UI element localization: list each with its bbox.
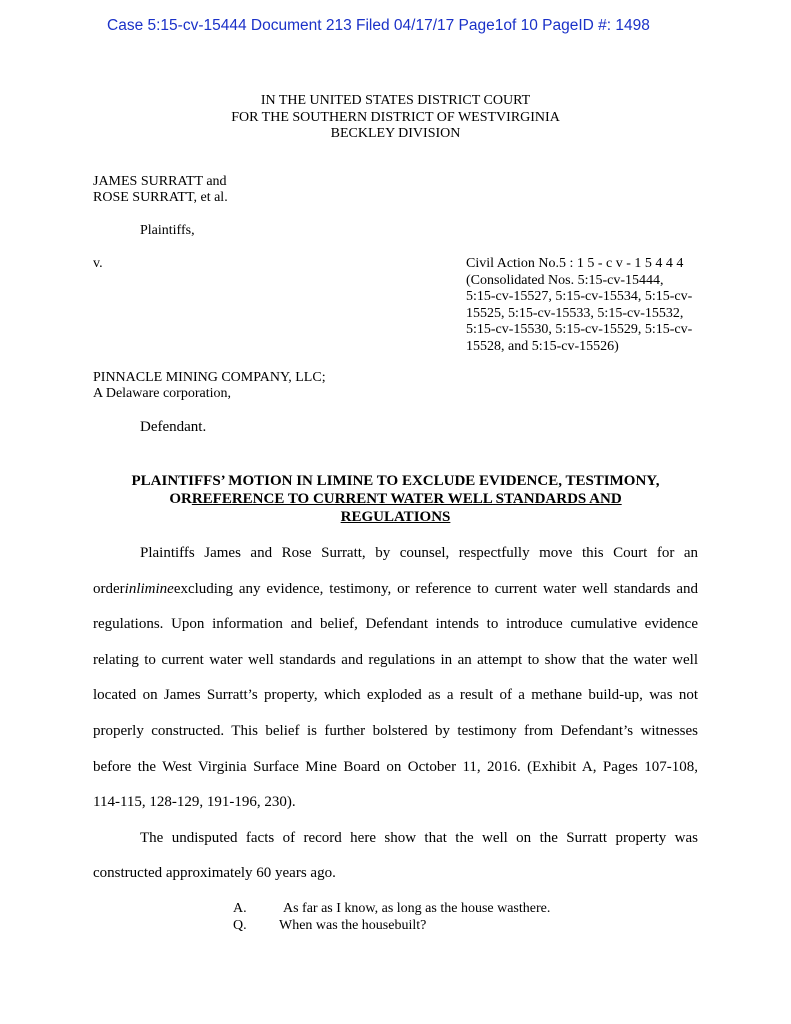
- court-line-3: BECKLEY DIVISION: [330, 126, 461, 141]
- motion-title-prefix: OR: [169, 491, 192, 507]
- testimony-question-text: When was the housebuilt?: [279, 918, 427, 933]
- civil-action-line: (Consolidated Nos. 5:15-cv-15444,: [466, 272, 664, 288]
- testimony-question-label: Q.: [233, 918, 247, 933]
- court-heading: [0, 93, 791, 143]
- civil-action-line: Civil Action No.5 : 1 5 - c v - 1 5 4 4 4: [466, 256, 684, 271]
- motion-title-line-3: REGULATIONS: [340, 509, 451, 525]
- plaintiff-name-2: ROSE SURRATT, et al.: [93, 190, 228, 205]
- body-text-line: constructed approximately 60 years ago.: [93, 865, 336, 881]
- testimony-answer-text: As far as I know, as long as the house wasthere.: [283, 901, 551, 916]
- body-text-line: before the West Virginia Surface Mine Board on October 11, 2016. (Exhibit A, Pages 107-108,: [93, 759, 698, 775]
- motion-title-line-2: [0, 490, 791, 508]
- body-text-fragment: excluding any evidence, testimony, or reference to current water well standards and: [173, 581, 698, 597]
- civil-action-block: [466, 256, 706, 355]
- body-text-line: The undisputed facts of record here show that the well on the Surratt property was: [140, 830, 698, 846]
- defendant-name-1: PINNACLE MINING COMPANY, LLC;: [93, 370, 326, 385]
- testimony-answer-label: A.: [233, 901, 247, 916]
- court-line-1: IN THE UNITED STATES DISTRICT COURT: [260, 93, 531, 108]
- civil-action-line: 15525, 5:15-cv-15533, 5:15-cv-15532,: [466, 305, 684, 321]
- body-text-line: located on James Surratt’s property, which exploded as a result of a methane build-up, was not: [93, 687, 698, 703]
- body-text-line: properly constructed. This belief is further bolstered by testimony from Defendant’s witnesses: [93, 723, 698, 739]
- defendant-label: Defendant.: [140, 419, 207, 435]
- body-text-line: 114-115, 128-129, 191-196, 230).: [93, 794, 296, 810]
- body-text-italic: inlimine: [124, 581, 174, 597]
- civil-action-line: 15528, and 5:15-cv-15526): [466, 338, 619, 354]
- body-text-line: [93, 580, 698, 598]
- civil-action-line: 5:15-cv-15530, 5:15-cv-15529, 5:15-cv-: [466, 322, 693, 337]
- court-line-2: FOR THE SOUTHERN DISTRICT OF WESTVIRGINIA: [231, 109, 560, 125]
- motion-title-underlined: REFERENCE TO CURRENT WATER WELL STANDARDS AND: [191, 491, 622, 507]
- motion-title: [0, 472, 791, 526]
- civil-action-line: 5:15-cv-15527, 5:15-cv-15534, 5:15-cv-: [466, 289, 693, 304]
- plaintiffs-label: Plaintiffs,: [140, 223, 195, 238]
- body-text-line: regulations. Upon information and belief, Defendant intends to introduce cumulative evidence: [93, 616, 698, 632]
- versus-label: v.: [93, 256, 103, 271]
- body-text-line: Plaintiffs James and Rose Surratt, by counsel, respectfully move this Court for an: [140, 545, 698, 561]
- case-header-stamp: Case 5:15-cv-15444 Document 213 Filed 04/17/17 Page1of 10 PageID #: 1498: [107, 17, 650, 34]
- plaintiff-name-1: JAMES SURRATT and: [93, 174, 227, 189]
- body-text-fragment: order: [93, 581, 125, 597]
- body-text-line: relating to current water well standards and regulations in an attempt to show that the water well: [93, 652, 698, 668]
- motion-title-line-1: PLAINTIFFS’ MOTION IN LIMINE TO EXCLUDE EVIDENCE, TESTIMONY,: [131, 473, 660, 489]
- defendant-name-2: A Delaware corporation,: [93, 386, 231, 401]
